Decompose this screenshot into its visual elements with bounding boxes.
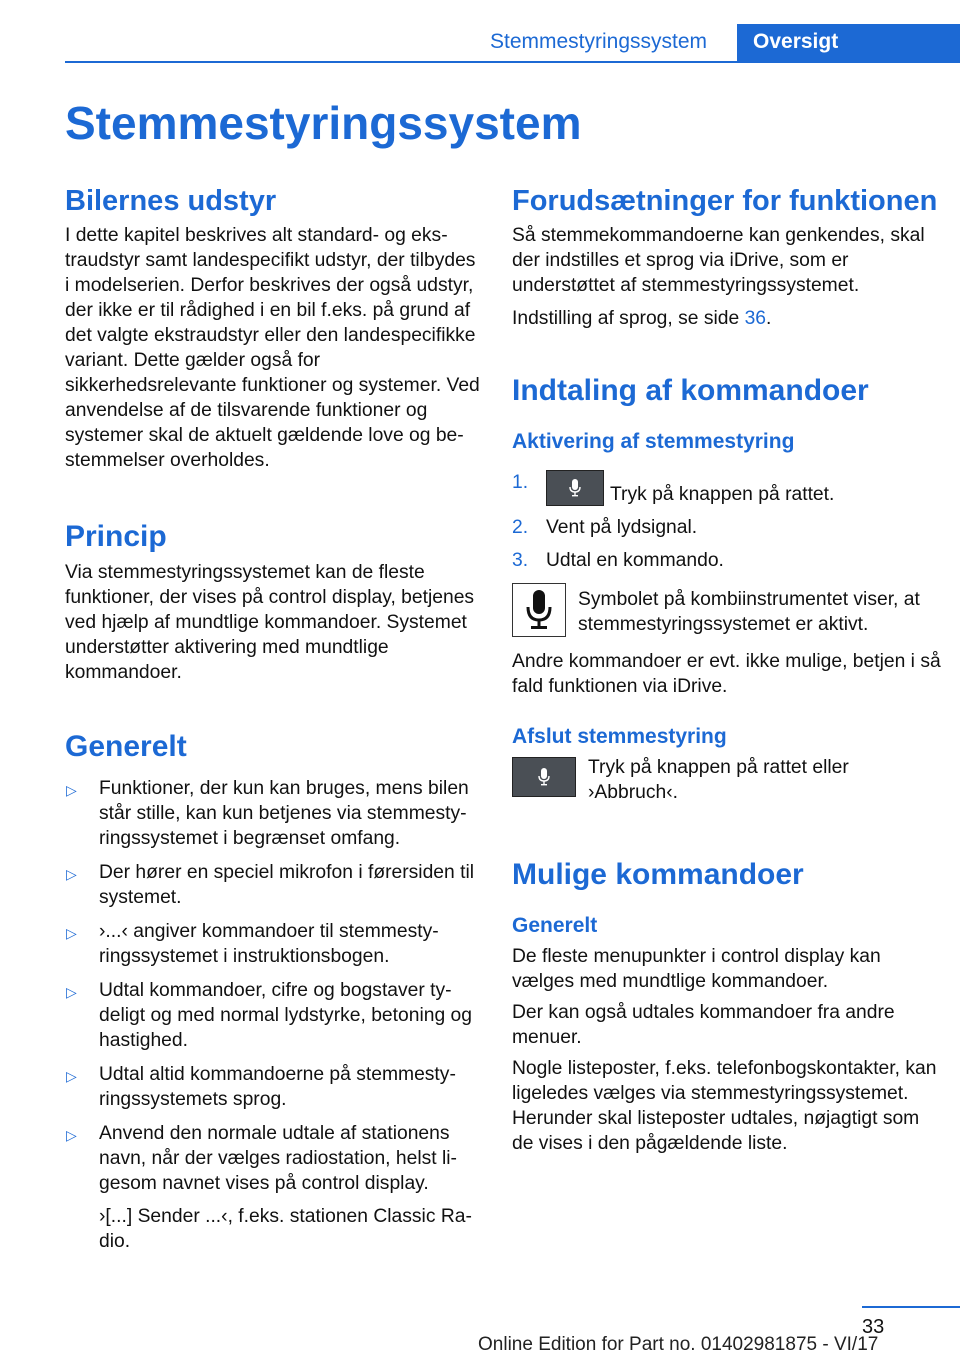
heading-indtaling: Indtaling af kommandoer [512,374,869,407]
list-item: ▷ Udtal kommandoer, cifre og bogstaver tydeligt og med normal lydstyrke, betoning og hastighed. [66,980,472,1051]
page-number: 33 [862,1316,885,1338]
list-item: 1. Tryk på knappen på rattet. [512,472,835,505]
heading-bilernes-udstyr: Bilernes udstyr [65,185,277,217]
bullet-triangle-icon: ▷ [66,1127,77,1143]
list-item: ▷ Der hører en speciel mikrofon i førersiden til systemet. [66,862,475,908]
heading-forudsaetninger: Forudsætninger for funktionen [512,185,938,217]
footer-rule [862,1306,960,1308]
microphone-icon [569,479,581,497]
header-section-title: Stemmestyringssystem [490,30,708,53]
page-link-36[interactable]: 36 [744,308,767,329]
page-title: Stemmestyringssystem [65,97,582,149]
microphone-icon [538,768,550,786]
activation-steps [512,470,942,573]
edition-text: Online Edition for Part no. 01402981875 - VI/17 [478,1334,879,1355]
heading-generelt: Generelt [65,730,187,763]
bullet-triangle-icon: ▷ [66,1068,77,1084]
paragraph-princip: Via stemmestyringssystemet kan de fleste funktioner, der vises på control display, betjenes ved hjælp af mundtlige kommandoer. Systemet understøtter aktivering med mundtlige kommandoer. [65,562,475,683]
voice-button-image [546,470,604,506]
bullet-example-text: ›[...] Sender ...‹, f.eks. stationen Classic Radio. [99,1206,472,1252]
paragraph-listeposter: Nogle listeposter, f.eks. telefonbogskontakter, kan ligeledes vælges via stemmestyringssystemet. Herunder skal listeposter udtales, nøjagtigt som de vises i den pågældende liste. [512,1058,937,1154]
list-item: ▷ Anvend den normale udtale af stationens navn, når der vælges radiostation, helst ligesom navnet vises på control display. ›[...] Sender ...‹, f.eks. stationen Classic Radio. [65,1121,483,1254]
bullet-triangle-icon: ▷ [66,782,77,798]
note-other-commands: Andre kommandoer er evt. ikke mulige, betjen i så fald funktionen via iDrive. [512,651,941,697]
bullet-triangle-icon: ▷ [66,984,77,1000]
symbol-description: Symbolet på kombiinstrumentet viser, at stemmestyringssystemet er aktivt. [578,589,920,635]
paragraph-forudsaetninger: Så stemmekommandoerne kan genkendes, skal der indstilles et sprog via iDrive, som er understøttet af stemmestyringssystemet. [512,225,925,296]
paragraph-andre-menuer: Der kan også udtales kommandoer fra andre menuer. [512,1002,895,1048]
abort-instruction: Tryk på knappen på rattet eller ›Abbruch‹. [588,757,849,803]
header-tab-oversigt[interactable]: Oversigt [737,24,960,62]
list-item: 3. Udtal en kommando. [512,550,724,571]
voice-button-image [512,757,576,797]
list-item: ▷ Udtal altid kommandoerne på stemmestyringssystemets sprog. [66,1064,456,1110]
left-column [65,186,483,1263]
heading-princip: Princip [65,520,167,553]
language-reference: Indstilling af sprog, se side 36. [512,308,772,329]
header-rule [65,61,960,63]
right-column [512,186,942,1156]
bullet-triangle-icon: ▷ [66,925,77,941]
abort-row [512,755,942,805]
instrument-symbol-image [512,583,566,637]
subheading-afslut: Afslut stemmestyring [512,725,727,748]
paragraph-bilernes-udstyr: I dette kapitel beskrives alt standard- og ekstraudstyr samt landespecifikt udstyr, der tilbydes i modelserien. Derfor beskrives der også udstyr, der ikke er til rådighed i en bil f.eks. på grund af det valgte ekstraudstyr eller den landespecifikke variant. Dette gælder også for sikkerhedsrelevante funktioner og systemer. Ved anvendelse af de tilsvarende funktioner og systemer skal de aktuelt gældende love og bestemmelser overholdes. [65,225,480,471]
symbol-row [512,583,942,637]
bullet-triangle-icon: ▷ [66,866,77,882]
list-item: 2. Vent på lydsignal. [512,517,698,538]
list-item: ▷ Funktioner, der kun kan bruges, mens bilen står stille, kan kun betjenes via stemmestyringssystemet i begrænset omfang. [66,778,469,849]
microphone-icon [526,590,552,630]
paragraph-menupunkter: De fleste menupunkter i control display kan vælges med mundtlige kommandoer. [512,946,881,992]
generelt-bullet-list [65,776,483,1254]
subheading-generelt: Generelt [512,914,598,937]
subheading-aktivering: Aktivering af stemmestyring [512,430,795,453]
heading-mulige-kommandoer: Mulige kommandoer [512,858,804,891]
list-item: ▷ ›...‹ angiver kommandoer til stemmestyringssystemet i instruktionsbogen. [66,921,439,967]
